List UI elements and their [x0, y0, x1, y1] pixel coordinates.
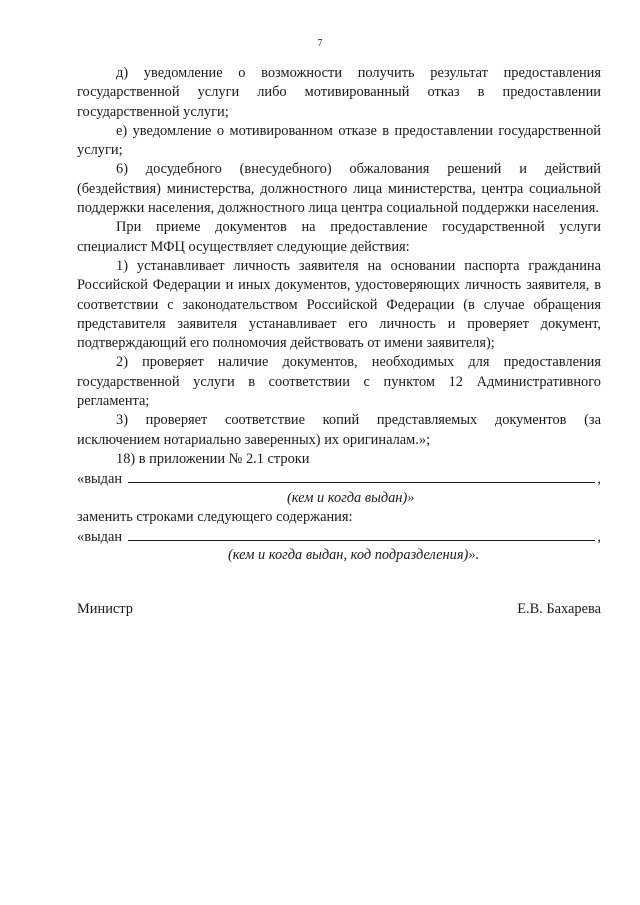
old-issued-comma: ,	[597, 471, 601, 488]
old-issued-blank-line	[128, 469, 596, 483]
paragraph-appeal: 6) досудебного (внесудебного) обжалования решений и действий (бездействия) министерства, должностного лица министерства, центра социальной поддержки населения, должностного лица центра социальной поддержки населения.	[77, 161, 601, 217]
replace-instruction: заменить строками следующего содержания:	[77, 508, 353, 525]
signatory-position: Министр	[77, 601, 133, 617]
paragraph-action-3: 3) проверяет соответствие копий представляемых документов (за исключением нотариально заверенных) их оригиналам.»;	[77, 412, 601, 448]
new-issued-caption: (кем и когда выдан, код подразделения)».	[228, 547, 480, 564]
signatory-name: Е.В. Бахарева	[517, 601, 601, 617]
paragraph-notification-refusal: е) уведомление о мотивированном отказе в предоставлении государственной услуги;	[77, 122, 601, 159]
old-issued-caption: (кем и когда выдан)»	[287, 489, 415, 506]
new-issued-comma: ,	[597, 529, 601, 546]
new-issued-blank-line	[128, 527, 596, 541]
page-number: 7	[317, 38, 323, 49]
paragraph-appendix-change: 18) в приложении № 2.1 строки	[116, 450, 310, 467]
paragraph-notification-result: д) уведомление о возможности получить результат предоставления государственной услуги либо мотивированный отказ в предоставлении государственной услуги;	[77, 65, 601, 120]
document-body	[77, 64, 601, 566]
new-issued-label: «выдан	[77, 529, 126, 546]
old-issued-row	[77, 469, 601, 488]
paragraph-mfc-actions: При приеме документов на предоставление государственной услуги специалист МФЦ осуществляет следующие действия:	[77, 219, 601, 255]
new-issued-row	[77, 527, 601, 546]
paragraph-action-1: 1) устанавливает личность заявителя на основании паспорта гражданина Российской Федерации и иных документов, удостоверяющих личность заявителя, в соответствии с законодательством Российской Федерации (в случае обращения представителя заявителя устанавливает его личность и проверяет документ, подтверждающий его полномочия действовать от имени заявителя);	[77, 257, 601, 352]
old-issued-label: «выдан	[77, 471, 126, 488]
signature-block	[77, 601, 601, 618]
paragraph-action-2: 2) проверяет наличие документов, необходимых для предоставления государственной услуги в соответствии с пунктом 12 Административного регламента;	[77, 354, 601, 410]
